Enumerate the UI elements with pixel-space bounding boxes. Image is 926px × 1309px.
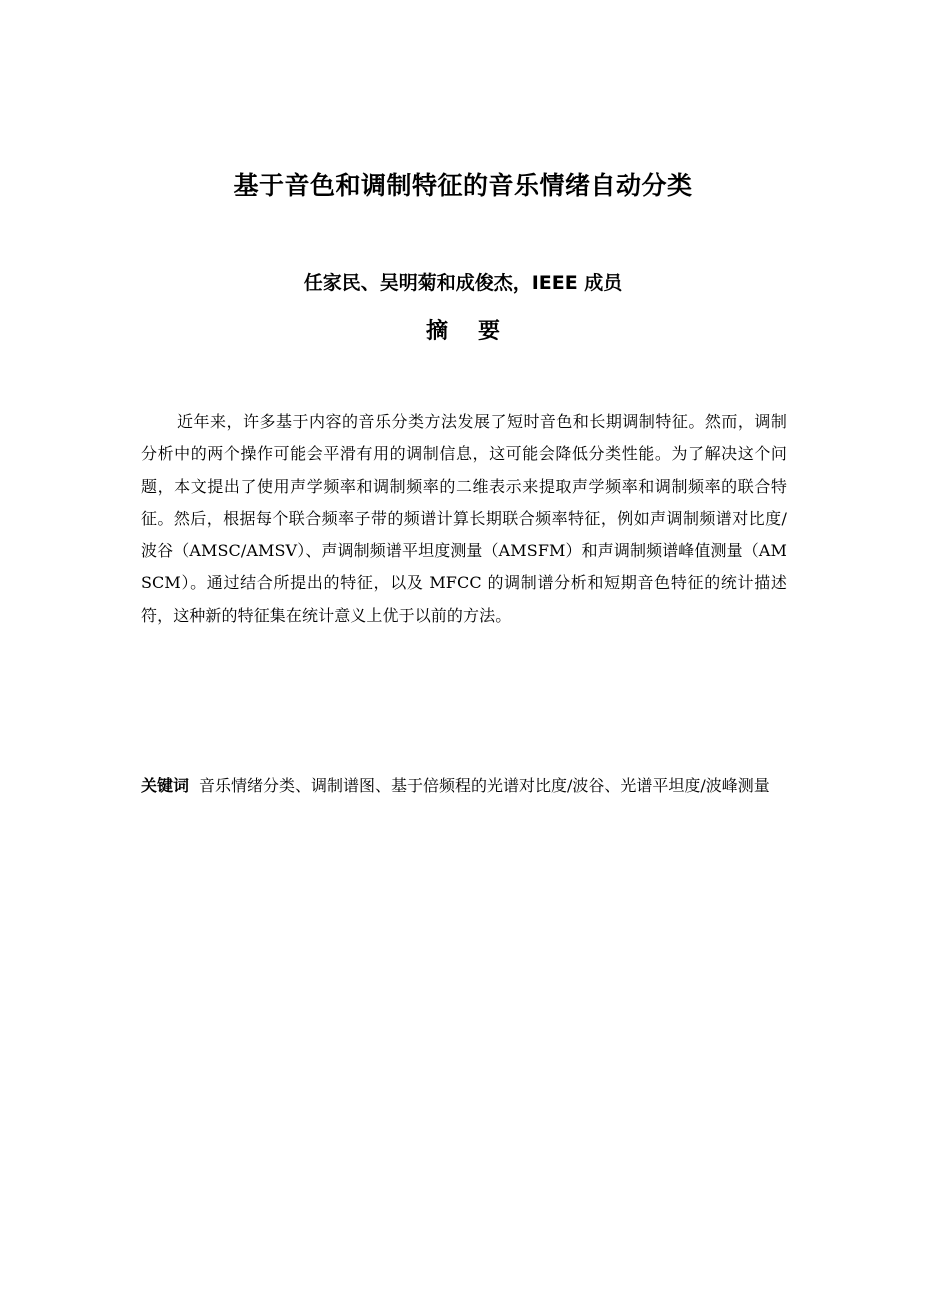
abstract-heading: 摘要 <box>425 319 530 344</box>
keywords-label: 关键词 <box>141 776 190 795</box>
abstract-paragraph: 近年来，许多基于内容的音乐分类方法发展了短时音色和长期调制特征。然而，调制分析中的两个操作可能会平滑有用的调制信息，这可能会降低分类性能。为了解决这个问题，本文提出了使用声学频率和调制频率的二维表示来提取声学频率和调制频率的联合特征。然后，根据每个联合频率子带的频谱计算长期联合频率特征，例如声调制频谱对比度/波谷（AMSC/AMSV）、声调制频谱平坦度测量（AMSFM）和声调制频谱峰值测量（AMSCM）。通过结合所提出的特征，以及 MFCC 的调制谱分析和短期音色特征的统计描述符，这种新的特征集在统计意义上优于以前的方法。 <box>141 412 787 625</box>
keywords-block <box>141 770 787 802</box>
keywords-text: 音乐情绪分类、调制谱图、基于倍频程的光谱对比度/波谷、光谱平坦度/波峰测量 <box>199 776 770 795</box>
paper-title: 基于音色和调制特征的音乐情绪自动分类 <box>233 171 693 200</box>
paper-authors: 任家民、吴明菊和成俊杰，IEEE 成员 <box>303 272 623 294</box>
